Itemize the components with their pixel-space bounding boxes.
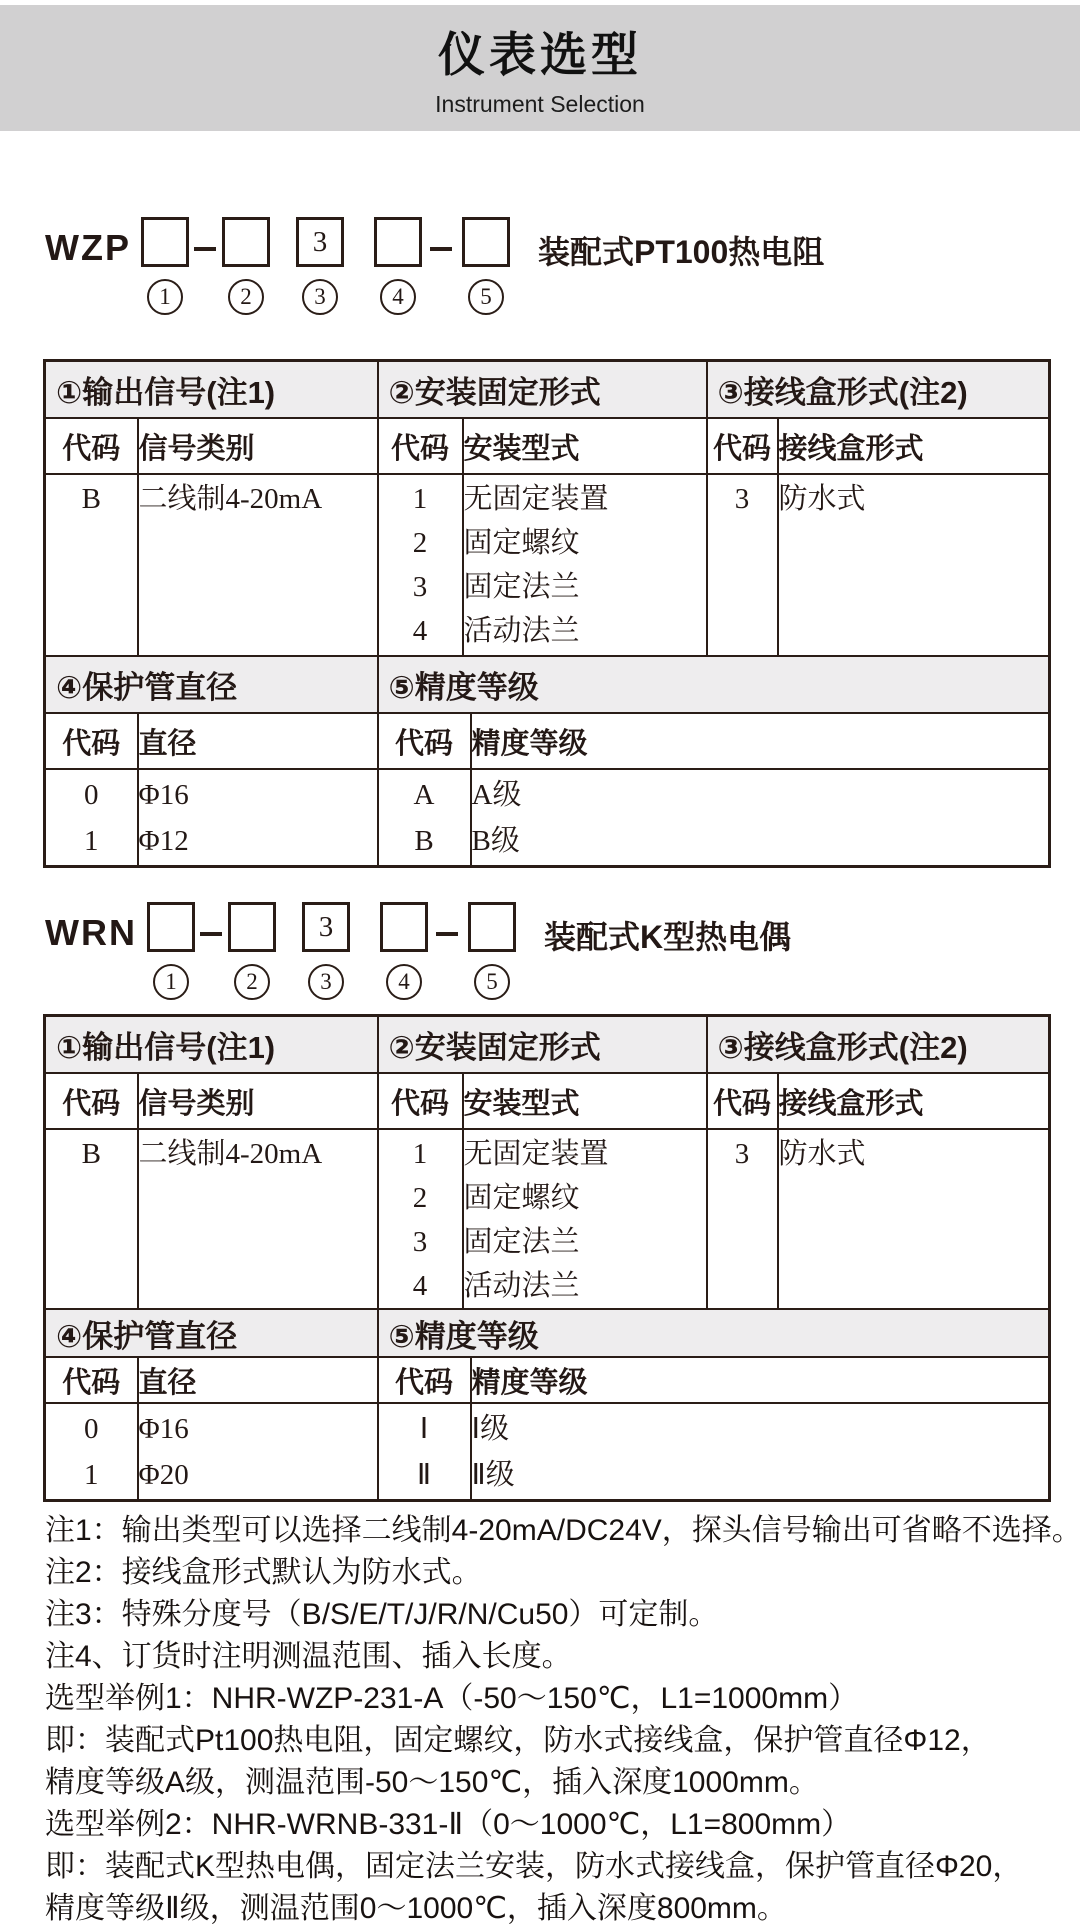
column-header: 代码 (45, 713, 138, 769)
note-line: 精度等级Ⅱ级，测温范围0～1000℃，插入深度800mm。 (45, 1892, 787, 1925)
dash-icon (194, 247, 216, 251)
note-line: 选型举例2：NHR-WRNB-331-Ⅱ（0～1000℃，L1=800mm） (45, 1808, 852, 1841)
note-line: 精度等级A级，测温范围-50～150℃，插入深度1000mm。 (45, 1766, 819, 1799)
column-header: 代码 (378, 713, 471, 769)
column-header: 代码 (45, 418, 138, 474)
position-circle: 1 (153, 964, 189, 1000)
signal-label-cell: 二线制4-20mA (138, 1129, 378, 1309)
accuracy-labels-cell: Ⅰ级 Ⅱ级 (471, 1403, 1050, 1501)
mounting-codes-cell: 1 2 3 4 (378, 1129, 463, 1309)
code-slot-5 (462, 217, 510, 315)
section-header-mounting: ②安装固定形式 (378, 1016, 707, 1074)
column-header: 信号类别 (138, 418, 378, 474)
notes-block (45, 1510, 1080, 1930)
dash-icon (430, 247, 452, 251)
code-slot-2 (228, 902, 276, 1000)
model-description: 装配式K型热电偶 (543, 919, 792, 955)
code-box (228, 902, 276, 952)
column-header: 代码 (378, 1073, 463, 1129)
column-header: 安装型式 (463, 1073, 707, 1129)
position-circle: 2 (234, 964, 270, 1000)
junction-code-cell: 3 (707, 474, 778, 656)
section-header-accuracy: ⑤精度等级 (378, 1309, 1050, 1357)
diameter-codes-cell: 0 1 (45, 1403, 138, 1501)
code-box (222, 217, 270, 267)
header-banner (0, 5, 1080, 131)
column-header: 直径 (138, 1357, 378, 1403)
page (0, 5, 1082, 1925)
column-header: 精度等级 (471, 1357, 1050, 1403)
position-circle: 2 (228, 279, 264, 315)
note-line: 注1：输出类型可以选择二线制4-20mA/DC24V，探头信号输出可省略不选择。 (45, 1514, 1082, 1547)
column-header: 接线盒形式 (778, 1073, 1050, 1129)
page-title: 仪表选型 (438, 28, 642, 81)
model-code-row-wzp (45, 217, 1080, 315)
position-circle: 4 (380, 279, 416, 315)
accuracy-codes-cell: A B (378, 769, 471, 867)
column-header: 精度等级 (471, 713, 1050, 769)
code-box (147, 902, 195, 952)
position-circle: 5 (474, 964, 510, 1000)
diameter-labels-cell: Φ16 Φ12 (138, 769, 378, 867)
code-slot-2 (222, 217, 270, 315)
dash-icon (436, 932, 458, 936)
section-header-mounting: ②安装固定形式 (378, 361, 707, 419)
mounting-codes-cell: 1 2 3 4 (378, 474, 463, 656)
junction-code-cell: 3 (707, 1129, 778, 1309)
note-line: 即：装配式Pt100热电阻，固定螺纹，防水式接线盒，保护管直径Φ12， (45, 1724, 991, 1757)
mounting-labels-cell: 无固定装置 固定螺纹 固定法兰 活动法兰 (463, 474, 707, 656)
column-header: 代码 (45, 1357, 138, 1403)
code-box (468, 902, 516, 952)
signal-code-cell: B (45, 1129, 138, 1309)
code-slot-4 (374, 217, 422, 315)
section-header-junction: ③接线盒形式(注2) (707, 1016, 1050, 1074)
code-box (380, 902, 428, 952)
diameter-codes-cell: 0 1 (45, 769, 138, 867)
accuracy-codes-cell: Ⅰ Ⅱ (378, 1403, 471, 1501)
page-subtitle: Instrument Selection (435, 91, 645, 117)
spec-table-wzp (43, 359, 1051, 868)
position-circle: 4 (386, 964, 422, 1000)
column-header: 安装型式 (463, 418, 707, 474)
note-line: 即：装配式K型热电偶，固定法兰安装，防水式接线盒，保护管直径Φ20， (45, 1850, 1023, 1883)
section-header-diameter: ④保护管直径 (45, 1309, 378, 1357)
column-header: 直径 (138, 713, 378, 769)
signal-label-cell: 二线制4-20mA (138, 474, 378, 656)
junction-label-cell: 防水式 (778, 1129, 1050, 1309)
note-line: 注3：特殊分度号（B/S/E/T/J/R/N/Cu50）可定制。 (45, 1598, 719, 1631)
column-header: 信号类别 (138, 1073, 378, 1129)
code-slot-1 (147, 902, 195, 1000)
model-prefix: WRN (45, 912, 137, 953)
code-slot-5 (468, 902, 516, 1000)
code-slot-3 (302, 902, 350, 1000)
position-circle: 1 (147, 279, 183, 315)
position-circle: 3 (308, 964, 344, 1000)
mounting-labels-cell: 无固定装置 固定螺纹 固定法兰 活动法兰 (463, 1129, 707, 1309)
diameter-labels-cell: Φ16 Φ20 (138, 1403, 378, 1501)
signal-code-cell: B (45, 474, 138, 656)
dash-icon (200, 932, 222, 936)
section-header-junction: ③接线盒形式(注2) (707, 361, 1050, 419)
section-header-signal: ①输出信号(注1) (45, 361, 378, 419)
code-box (462, 217, 510, 267)
column-header: 代码 (378, 418, 463, 474)
junction-label-cell: 防水式 (778, 474, 1050, 656)
code-slot-3 (296, 217, 344, 315)
column-header: 代码 (707, 418, 778, 474)
spec-table-wrn (43, 1014, 1051, 1502)
note-line: 选型举例1：NHR-WZP-231-A（-50～150℃，L1=1000mm） (45, 1682, 859, 1715)
section-header-accuracy: ⑤精度等级 (378, 656, 1050, 713)
code-box: 3 (296, 217, 344, 267)
column-header: 代码 (707, 1073, 778, 1129)
accuracy-labels-cell: A级 B级 (471, 769, 1050, 867)
column-header: 代码 (45, 1073, 138, 1129)
model-prefix: WZP (45, 227, 131, 268)
position-circle: 3 (302, 279, 338, 315)
model-code-row-wrn (45, 902, 1080, 1000)
code-box (374, 217, 422, 267)
section-header-diameter: ④保护管直径 (45, 656, 378, 713)
column-header: 接线盒形式 (778, 418, 1050, 474)
section-header-signal: ①输出信号(注1) (45, 1016, 378, 1074)
column-header: 代码 (378, 1357, 471, 1403)
model-description: 装配式PT100热电阻 (537, 234, 825, 270)
code-slot-4 (380, 902, 428, 1000)
position-circle: 5 (468, 279, 504, 315)
code-slot-1 (141, 217, 189, 315)
note-line: 注4、订货时注明测温范围、插入长度。 (45, 1640, 572, 1673)
code-box: 3 (302, 902, 350, 952)
code-box (141, 217, 189, 267)
note-line: 注2：接线盒形式默认为防水式。 (45, 1556, 482, 1589)
